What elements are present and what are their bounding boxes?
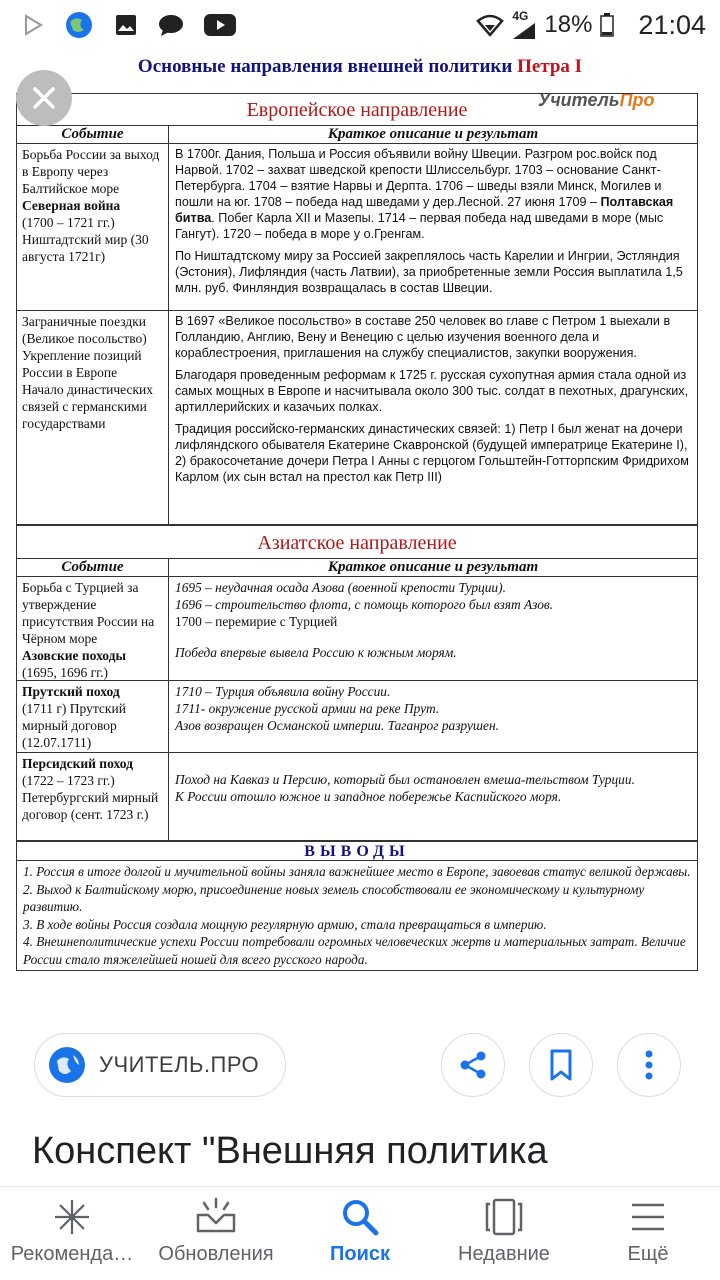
conclusion-item: 2. Выход к Балтийскому морю, присоединение новых земель способствовали ее экономическому и культурному развитию. — [23, 881, 645, 914]
nav-recent[interactable]: Недавние — [432, 1187, 576, 1280]
more-vert-icon — [644, 1048, 654, 1082]
description-cell: Поход на Кавказ и Персию, который был остановлен вмеша-тельством Турции. К России отошло южное и западное побережье Каспийского моря. — [175, 772, 635, 804]
menu-icon — [628, 1197, 668, 1237]
nav-more[interactable]: Ещё — [576, 1187, 720, 1280]
event-cell: Прутский поход (1711 г) Прутский мирный договор (12.07.1711) — [17, 681, 169, 752]
bookmark-button[interactable] — [529, 1033, 593, 1097]
youtube-icon — [204, 14, 236, 36]
image-icon — [114, 13, 138, 37]
sparkle-icon — [52, 1197, 92, 1237]
conclusions-header: ВЫВОДЫ — [17, 841, 697, 861]
share-button[interactable] — [441, 1033, 505, 1097]
policy-table — [16, 93, 698, 971]
document-title: Основные направления внешней политики Петра I — [137, 56, 583, 77]
bottom-navigation — [0, 1186, 720, 1280]
nav-recommendations[interactable]: Рекоменда… — [0, 1187, 144, 1280]
europe-section-header: Европейское направление — [17, 94, 697, 126]
battery-icon — [600, 13, 614, 37]
source-name: УЧИТЕЛЬ.ПРО — [99, 1052, 260, 1077]
clock: 21:04 — [638, 9, 706, 40]
conclusions-body — [17, 861, 697, 970]
conclusion-item: 3. В ходе войны Россия создала мощную регулярную армию, стала превращаться в империю. — [23, 916, 547, 932]
asia-column-headers: Событие Краткое описание и результат — [17, 559, 697, 577]
description-cell: В 1697 «Великое посольство» в составе 250 человек во главе с Петром 1 выехали в Голландию, Англию, Вену и Венецию с целью изучения военного дела и кораблестроения, приглашения на службу специалистов, закупки вооружения. Благодаря проведенным реформам к 1725 г. русская сухопутная армия стала одной из самых мощных в Европе и насчитывала около 300 тыс. солдат в пехотных, драгунских, артиллерийских и казачьих полках. Традиция российско-германских династических связей: 1) Петр I был женат на дочери лифляндского обывателя Екатерине Скавронской (будущей императрице Екатерине I), 2) бракосочетание дочери Петра I Анны с герцогом Гольштейн-Готторпским Фридрихом Карлом (их сын встал на престол как Петр III) — [175, 314, 689, 484]
battery-level: 18% — [544, 11, 593, 38]
event-cell: Персидский поход (1722 – 1723 гг.) Петербургский мирный договор (сент. 1723 г.) — [17, 753, 169, 840]
description-cell: В 1700г. Дания, Польша и Россия объявили войну Швеции. Разгром рос.войск под Нарвой. 1702 – захват шведской крепости Шлиссельбург. 1703 – основание Санкт-Петербурга. 1704 – взятие Нарвы и Дерпта. 1706 – шведы взяли Минск, Могилев и пошли на юг. 1708 – победа над шведами у дер.Лесной. 27 июня 1709 – Полтавская битва. Побег Карла XII и Мазепы. 1714 – первая победа над шведами в море (мыс Гангут). 1720 – победа в море у о.Гренгам. По Ништадтскому миру за Россией закреплялось часть Карелии и Ингрии, Эстляндия (Эстония), Лифляндия (часть Латвии), за приобретенные земли Россия выплатила 1,5 млн. руб. Финляндия возвращалась в состав Швеции. — [175, 147, 683, 295]
result-title[interactable]: Конспект "Внешняя политика — [32, 1130, 548, 1172]
close-icon — [30, 84, 58, 112]
table-row — [17, 577, 697, 681]
table-row — [17, 681, 697, 753]
conclusion-item: 1. Россия в итоге долгой и мучительной войны заняла важнейшее место в Европе, завоевав статус великой державы. — [23, 864, 691, 879]
status-bar — [0, 0, 720, 50]
updates-tray-icon — [194, 1197, 238, 1237]
network-type: 4G — [512, 9, 529, 23]
source-link[interactable] — [34, 1033, 286, 1097]
play-outline-icon — [22, 14, 44, 36]
brand-logo: УчительПро — [538, 90, 655, 110]
table-row — [17, 144, 697, 311]
description-cell: 1710 – Турция объявила войну России. 1711- окружение русской армии на реке Прут. Азов возвращен Османской империи. Таганрог разрушен. — [175, 684, 499, 733]
wifi-icon — [476, 13, 504, 37]
asia-section-header: Азиатское направление — [17, 525, 697, 559]
nav-search[interactable]: Поиск — [288, 1187, 432, 1280]
recent-tabs-icon — [482, 1197, 526, 1237]
conclusion-item: 4. Внешнеполитические успехи России потребовали огромных человеческих жертв и материальных затрат. Величие России стало тяжелейшей ношей для всего русского народа. — [23, 934, 686, 967]
europe-column-headers: Событие Краткое описание и результат — [17, 126, 697, 144]
nav-updates[interactable]: Обновления — [144, 1187, 288, 1280]
table-row — [17, 311, 697, 525]
event-cell: Борьба с Турцией за утверждение присутствия России на Чёрном море Азовские походы (1695, 1696 гг.) — [17, 577, 169, 680]
event-cell: Борьба России за выход в Европу через Балтийское море Северная война (1700 – 1721 гг.) Ништадтский мир (30 августа 1721г) — [17, 144, 169, 310]
globe-icon — [49, 1047, 85, 1083]
table-row — [17, 753, 697, 841]
search-icon — [340, 1197, 380, 1237]
description-cell: 1695 – неудачная осада Азова (военной крепости Турции). 1696 – строительство флота, с помощь которого был взят Азов. 1700 – перемирие с Турцией Победа впервые вывела Россию к южным морям. — [175, 580, 554, 660]
share-icon — [456, 1048, 490, 1082]
bookmark-icon — [546, 1048, 576, 1082]
globe-app-icon — [64, 10, 94, 40]
signal-icon — [512, 10, 536, 40]
close-button[interactable] — [16, 70, 72, 126]
event-cell: Заграничные поездки (Великое посольство) Укрепление позиций России в Европе Начало династических связей с германскими государствами — [17, 311, 169, 524]
chat-bubble-icon — [158, 13, 184, 37]
more-options-button[interactable] — [617, 1033, 681, 1097]
